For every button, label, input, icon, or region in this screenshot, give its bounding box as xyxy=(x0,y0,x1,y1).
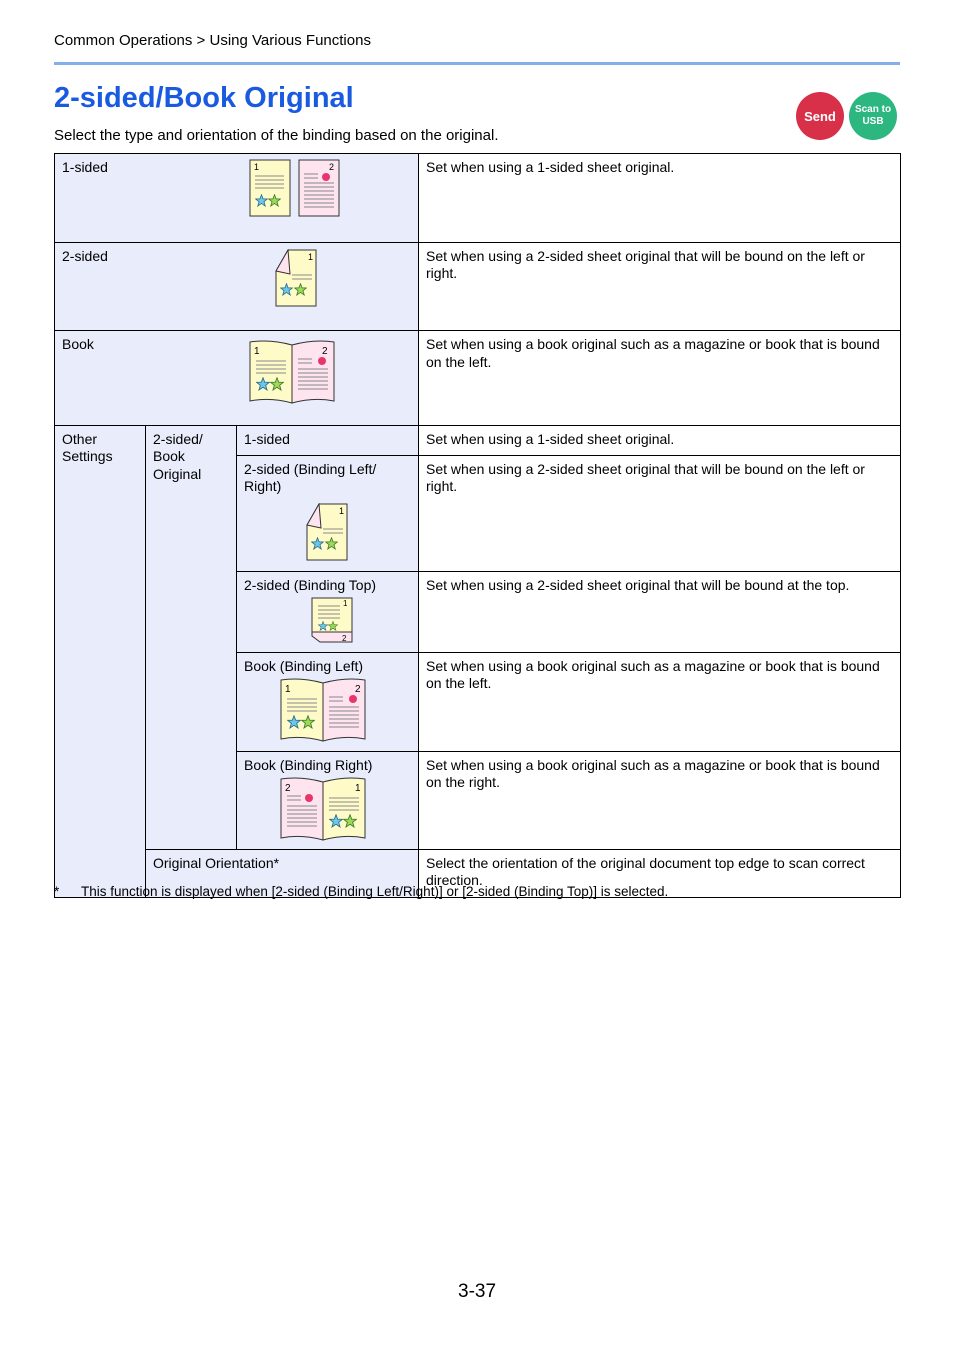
one-sided-pages-illustration xyxy=(244,159,344,219)
option-cell-1-sided xyxy=(55,154,419,243)
option-description: Set when using a 2-sided sheet original that will be bound on the left or right. xyxy=(419,242,901,331)
option-description: Set when using a book original such as a magazine or book that is bound on the right. xyxy=(419,751,901,849)
option-description: Select the orientation of the original document top edge to scan correct direction. xyxy=(419,849,901,897)
svg-text:2: 2 xyxy=(329,161,335,172)
svg-text:1: 1 xyxy=(339,505,345,516)
open-book-illustration xyxy=(248,339,338,405)
option-label: 2-sided xyxy=(62,247,108,264)
open-book-right-illustration xyxy=(279,776,369,842)
option-label: Book (Binding Left) xyxy=(244,657,364,674)
option-label: Original Orientation* xyxy=(146,849,419,897)
settings-table xyxy=(54,153,901,898)
option-cell-book xyxy=(55,331,419,426)
table-row xyxy=(55,242,901,331)
page-number: 3-37 xyxy=(458,1281,497,1302)
two-sided-book-original-label: 2-sided/ Book Original xyxy=(146,425,237,849)
table-row xyxy=(55,154,901,243)
header-divider xyxy=(54,62,900,65)
svg-text:2: 2 xyxy=(322,345,328,357)
option-description: Set when using a book original such as a magazine or book that is bound on the left. xyxy=(419,652,901,751)
option-label: 2-sided (Binding Left/ Right) xyxy=(244,460,377,494)
svg-text:1: 1 xyxy=(308,252,314,262)
option-cell-binding-left-right xyxy=(237,455,419,571)
option-cell-binding-top xyxy=(237,571,419,652)
option-label: 2-sided (Binding Top) xyxy=(244,576,377,593)
two-sided-sheet-illustration xyxy=(305,503,351,563)
svg-text:1: 1 xyxy=(254,345,260,357)
option-description: Set when using a book original such as a magazine or book that is bound on the left. xyxy=(419,331,901,426)
option-cell-book-binding-left xyxy=(237,652,419,751)
option-description: Set when using a 2-sided sheet original that will be bound at the top. xyxy=(419,571,901,652)
send-badge: Send xyxy=(796,92,844,140)
svg-text:2: 2 xyxy=(285,783,291,794)
breadcrumb[interactable]: Common Operations > Using Various Functions xyxy=(54,32,371,49)
table-row xyxy=(55,425,901,455)
table-row xyxy=(55,331,901,426)
footnote-marker: * xyxy=(54,884,60,899)
option-label: Book (Binding Right) xyxy=(244,756,373,773)
svg-text:1: 1 xyxy=(343,599,348,608)
two-sided-sheet-illustration xyxy=(274,249,320,309)
footnote-text: This function is displayed when [2-sided (Binding Left/Right)] or [2-sided (Binding Top)] is selected. xyxy=(81,884,669,899)
svg-text:2: 2 xyxy=(355,684,361,695)
page-subtitle: Select the type and orientation of the binding based on the original. xyxy=(54,127,499,144)
page-title: 2-sided/Book Original xyxy=(54,82,354,114)
svg-text:1: 1 xyxy=(254,161,260,172)
option-description: Set when using a 1-sided sheet original. xyxy=(419,154,901,243)
option-cell-book-binding-right xyxy=(237,751,419,849)
svg-text:2: 2 xyxy=(342,634,347,643)
option-description: Set when using a 1-sided sheet original. xyxy=(419,425,901,455)
footnote xyxy=(54,884,668,899)
option-cell-2-sided xyxy=(55,242,419,331)
svg-text:1: 1 xyxy=(355,783,361,794)
option-label: 1-sided xyxy=(237,425,419,455)
two-sided-top-binding-illustration xyxy=(308,596,356,644)
option-label: 1-sided xyxy=(62,159,108,175)
other-settings-label: Other Settings xyxy=(55,425,146,897)
open-book-left-illustration xyxy=(279,677,369,743)
svg-text:1: 1 xyxy=(285,684,291,695)
option-description: Set when using a 2-sided sheet original that will be bound on the left or right. xyxy=(419,455,901,571)
option-label: Book xyxy=(62,336,94,352)
scan-to-usb-badge: Scan to USB xyxy=(849,92,897,140)
